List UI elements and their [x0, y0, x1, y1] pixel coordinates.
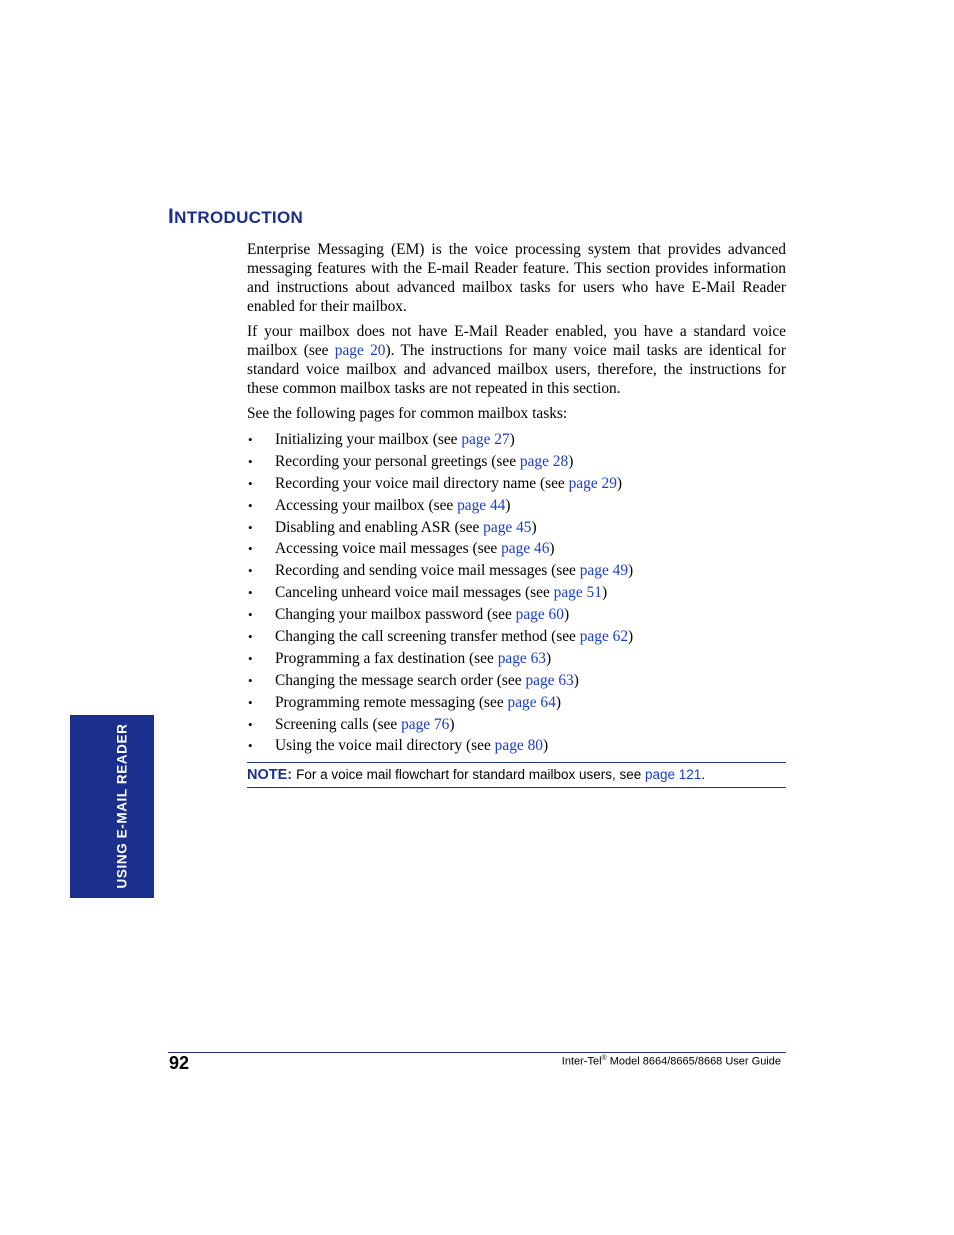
- intro-paragraph: Enterprise Messaging (EM) is the voice processing system that provides advanced messaging features with the E-mail Reader feature. This section provides information and instructions about advanced mailbox tasks for users who have E-Mail Reader enabled for their mailbox.: [247, 241, 786, 315]
- list-item-text: Initializing your mailbox (see: [275, 431, 462, 448]
- page-link[interactable]: page 76: [401, 715, 450, 733]
- bullet-icon: •: [248, 519, 253, 535]
- bullet-icon: •: [248, 432, 253, 447]
- list-item-text: Programming remote messaging (see: [275, 693, 508, 711]
- bullet-icon: •: [248, 694, 253, 710]
- list-item-text: Changing the call screening transfer method (see: [275, 628, 580, 646]
- note-end: .: [701, 767, 706, 782]
- footer-guide-title: Model 8664/8665/8668 User Guide: [606, 1055, 781, 1068]
- list-item-close: ): [628, 562, 634, 580]
- note-label: NOTE:: [247, 767, 293, 783]
- list-item-text: Programming a fax destination (see: [275, 649, 498, 667]
- note-text: For a voice mail flowchart for standard mailbox users, see: [296, 767, 645, 782]
- bullet-icon: •: [248, 585, 253, 601]
- page-link[interactable]: page 60: [515, 606, 564, 624]
- bullet-icon: •: [248, 650, 253, 666]
- list-item: [247, 451, 786, 473]
- page-link[interactable]: page 49: [579, 562, 629, 580]
- list-item: [247, 714, 786, 736]
- list-item: [247, 495, 786, 517]
- page-link[interactable]: page 27: [461, 431, 510, 448]
- page-link[interactable]: page 51: [553, 584, 602, 602]
- list-item: [247, 648, 786, 670]
- list-item-text: Recording and sending voice mail messages (see: [275, 562, 580, 580]
- heading-rest: NTRODUCTION: [174, 208, 304, 227]
- list-item-text: Recording your voice mail directory name (see: [275, 474, 569, 492]
- side-tab-label: USING E-MAIL READER: [114, 723, 130, 889]
- list-item-close: ): [628, 628, 634, 646]
- bullet-icon: •: [248, 629, 253, 645]
- list-item-text: Using the voice mail directory (see: [275, 737, 495, 755]
- page-link[interactable]: page 44: [457, 496, 506, 514]
- list-item-text: Canceling unheard voice mail messages (see: [275, 584, 554, 602]
- page-link[interactable]: page 28: [519, 452, 569, 470]
- list-item-close: ): [509, 431, 515, 448]
- paragraph-text: ). The instructions for many voice mail tasks are identical for standard voice mailbox and advanced mailbox users, therefore, the instructions for these common mailbox tasks are not repeated in this section.: [247, 342, 786, 397]
- page-link[interactable]: page 45: [483, 518, 532, 536]
- bullet-icon: •: [248, 541, 253, 557]
- page-link[interactable]: page 20: [334, 342, 386, 359]
- list-item: [247, 692, 786, 714]
- note-box: [247, 762, 786, 788]
- page-link[interactable]: page 46: [501, 540, 550, 558]
- list-item: [247, 517, 786, 539]
- list-item: [247, 473, 786, 495]
- footer-title: [562, 1055, 781, 1068]
- list-item-close: ): [568, 452, 574, 470]
- page-link[interactable]: page 80: [494, 737, 543, 755]
- list-item-close: ): [601, 584, 608, 602]
- list-item-close: ): [505, 496, 511, 514]
- list-item-close: ): [449, 715, 455, 733]
- bullet-icon: •: [248, 672, 253, 688]
- list-item: [247, 538, 786, 560]
- list-item-close: ): [549, 540, 555, 558]
- page-link[interactable]: page 62: [579, 628, 629, 646]
- list-item-text: Screening calls (see: [275, 715, 402, 733]
- bullet-icon: •: [248, 738, 253, 754]
- standard-mailbox-paragraph: [247, 322, 786, 398]
- list-item-close: ): [555, 693, 561, 711]
- bullet-icon: •: [248, 716, 253, 732]
- bullet-icon: •: [248, 453, 253, 469]
- bullet-icon: •: [248, 607, 253, 623]
- list-item-close: ): [563, 606, 570, 624]
- chapter-side-tab: [70, 715, 154, 898]
- list-item-text: Accessing your mailbox (see: [275, 496, 458, 514]
- list-item-text: Recording your personal greetings (see: [275, 452, 520, 470]
- page-link[interactable]: page 29: [568, 474, 617, 492]
- body-text: [247, 240, 786, 757]
- list-item-close: ): [616, 474, 623, 492]
- list-item-text: Changing the message search order (see: [275, 671, 526, 689]
- list-intro: See the following pages for common mailbox tasks:: [247, 405, 568, 422]
- bullet-icon: •: [248, 475, 253, 491]
- bullet-icon: •: [248, 563, 253, 579]
- list-item-text: Disabling and enabling ASR (see: [275, 518, 484, 536]
- list-item: [247, 735, 786, 757]
- list-item-close: ): [545, 649, 552, 667]
- page-link[interactable]: page 63: [497, 649, 546, 667]
- list-item-close: ): [573, 671, 579, 689]
- bullet-icon: •: [248, 497, 253, 513]
- heading-initial: I: [168, 205, 175, 228]
- list-item: [247, 582, 786, 604]
- footer-rule: [168, 1052, 786, 1053]
- note-page-link[interactable]: page 121: [645, 767, 702, 782]
- list-item: [247, 429, 786, 451]
- list-item-text: Changing your mailbox password (see: [275, 606, 516, 624]
- list-item-close: ): [542, 737, 549, 755]
- section-heading: [168, 205, 303, 229]
- page-link[interactable]: page 64: [507, 693, 556, 711]
- task-list: [247, 429, 786, 757]
- list-item-text: Accessing voice mail messages (see: [275, 540, 502, 558]
- page-number: 92: [169, 1053, 190, 1073]
- list-item-close: ): [531, 518, 537, 536]
- list-item: [247, 604, 786, 626]
- registered-mark: ®: [601, 1055, 607, 1062]
- page-link[interactable]: page 63: [525, 671, 574, 689]
- list-item: [247, 626, 786, 648]
- list-item: [247, 560, 786, 582]
- footer-brand: Inter-Tel: [561, 1055, 602, 1068]
- paragraph-text: If your mailbox does not have E-Mail Reader enabled, you have a standard voice mailbox (see: [247, 323, 786, 359]
- list-item: [247, 670, 786, 692]
